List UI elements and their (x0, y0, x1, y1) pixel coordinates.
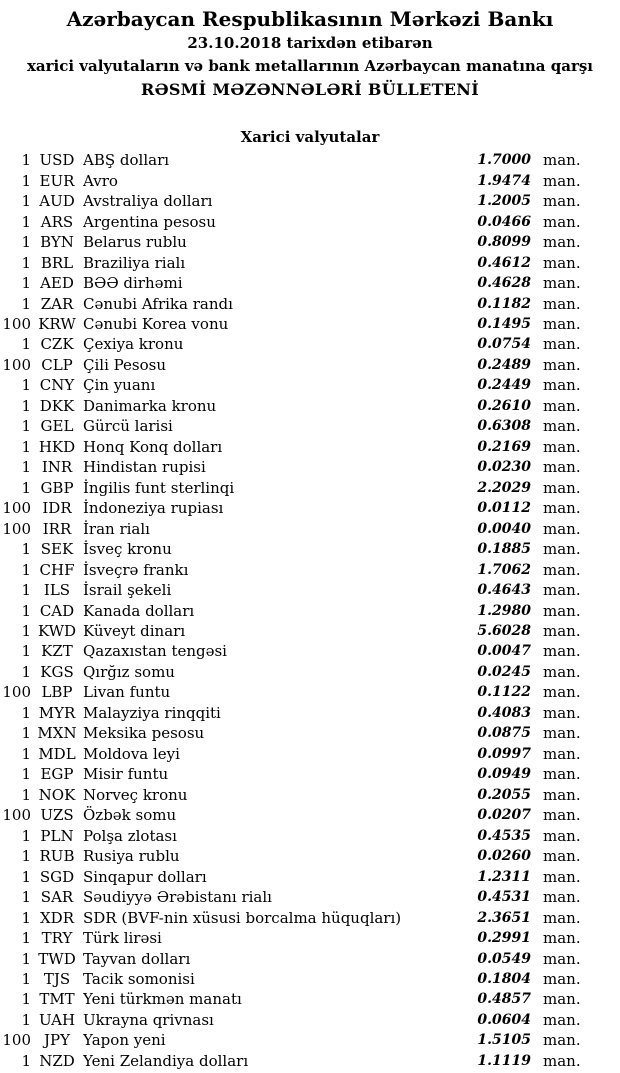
currency-name: Çexiya kronu (83, 335, 184, 354)
rate-unit: man. (543, 274, 581, 293)
rate-value: 0.4535 (477, 827, 531, 844)
rate-unit: man. (543, 622, 581, 641)
rate-unit: man. (543, 417, 581, 436)
currency-code: ARS (40, 212, 74, 231)
rate-value: 0.4857 (477, 991, 531, 1008)
currency-name: Honq Konq dolları (83, 437, 223, 456)
rate-unit: man. (543, 171, 581, 190)
currency-quantity: 100 (2, 519, 31, 538)
rate-unit: man. (543, 969, 581, 988)
currency-quantity: 1 (21, 765, 31, 784)
currency-quantity: 1 (21, 274, 31, 293)
bank-name: Azərbaycan Respublikasının Mərkəzi Bankı (66, 7, 554, 31)
rate-unit: man. (543, 601, 581, 620)
document-header (0, 0, 620, 101)
table-row (0, 211, 620, 231)
currency-quantity: 1 (21, 376, 31, 395)
rate-unit: man. (543, 929, 581, 948)
rate-unit: man. (543, 990, 581, 1009)
rate-unit: man. (543, 703, 581, 722)
currency-name: Misir funtu (83, 765, 169, 784)
currency-name: Moldova leyi (83, 744, 180, 763)
currency-code: RUB (39, 847, 75, 866)
table-row (0, 866, 620, 886)
currency-quantity: 1 (21, 437, 31, 456)
currency-code: TJS (43, 969, 71, 988)
rate-value: 1.2980 (477, 602, 531, 619)
table-row (0, 805, 620, 825)
rate-value: 0.0230 (477, 459, 531, 476)
table-row (0, 416, 620, 436)
table-row (0, 437, 620, 457)
rate-value: 0.4531 (477, 889, 531, 906)
currency-code: CZK (40, 335, 74, 354)
currency-quantity: 100 (2, 314, 31, 333)
currency-quantity: 1 (21, 847, 31, 866)
rate-unit: man. (543, 233, 581, 252)
currency-code: PLN (40, 826, 74, 845)
currency-quantity: 1 (21, 662, 31, 681)
currency-name: Avstraliya dolları (83, 192, 213, 211)
rate-value: 0.0875 (477, 725, 531, 742)
rate-unit: man. (543, 867, 581, 886)
table-row (0, 191, 620, 211)
currency-code: GEL (40, 417, 74, 436)
rate-value: 1.2311 (477, 868, 531, 885)
table-row (0, 948, 620, 968)
rate-value: 1.5105 (477, 1032, 531, 1049)
currency-name: Malayziya rinqqiti (83, 703, 221, 722)
currency-code: USD (39, 151, 75, 170)
rate-unit: man. (543, 1031, 581, 1050)
currency-code: SAR (40, 888, 74, 907)
currency-quantity: 100 (2, 355, 31, 374)
currency-quantity: 100 (2, 1031, 31, 1050)
currency-code: INR (41, 458, 73, 477)
currency-code: IDR (42, 499, 72, 518)
rate-unit: man. (543, 212, 581, 231)
rate-value: 0.6308 (477, 418, 531, 435)
table-row (0, 498, 620, 518)
currency-quantity: 1 (21, 601, 31, 620)
rate-value: 2.3651 (477, 909, 531, 926)
currency-quantity: 1 (21, 417, 31, 436)
table-row (0, 682, 620, 702)
rate-unit: man. (543, 540, 581, 559)
currency-code: CNY (39, 376, 75, 395)
rate-value: 0.2449 (477, 377, 531, 394)
currency-name: Yapon yeni (83, 1031, 166, 1050)
currency-code: BYN (40, 233, 74, 252)
rate-value: 0.4083 (477, 704, 531, 721)
rate-value: 0.2055 (477, 786, 531, 803)
currency-name: Küveyt dinarı (83, 622, 186, 641)
exchange-rates-table (0, 150, 620, 1071)
rate-value: 0.1885 (477, 541, 531, 558)
rate-value: 1.2005 (477, 193, 531, 210)
table-row (0, 887, 620, 907)
table-row (0, 375, 620, 395)
rate-unit: man. (543, 888, 581, 907)
table-row (0, 621, 620, 641)
currency-quantity: 100 (2, 683, 31, 702)
currency-code: AED (40, 274, 74, 293)
table-row (0, 764, 620, 784)
rate-value: 0.0245 (477, 663, 531, 680)
table-row (0, 396, 620, 416)
currency-name: Çili Pesosu (83, 355, 167, 374)
currency-name: Qazaxıstan tengəsi (83, 642, 227, 661)
rate-unit: man. (543, 335, 581, 354)
currency-name: Meksika pesosu (83, 724, 205, 743)
rate-unit: man. (543, 785, 581, 804)
table-row (0, 969, 620, 989)
rate-unit: man. (543, 724, 581, 743)
rate-unit: man. (543, 683, 581, 702)
rate-unit: man. (543, 376, 581, 395)
table-row (0, 723, 620, 743)
rate-value: 0.4612 (477, 254, 531, 271)
currency-code: TRY (41, 929, 73, 948)
table-row (0, 293, 620, 313)
rate-value: 1.7062 (477, 561, 531, 578)
table-row (0, 334, 620, 354)
currency-code: KZT (41, 642, 73, 661)
table-row (0, 1051, 620, 1071)
currency-quantity: 100 (2, 499, 31, 518)
effective-date: 23.10.2018 tarixdən etibarən (187, 34, 433, 52)
document-subtitle: xarici valyutaların və bank metallarının Azərbaycan manatına qarşı (26, 57, 594, 75)
currency-quantity: 1 (21, 294, 31, 313)
rate-unit: man. (543, 744, 581, 763)
currency-quantity: 1 (21, 581, 31, 600)
table-row (0, 314, 620, 334)
currency-name: İsveç kronu (83, 540, 172, 559)
currency-code: ZAR (40, 294, 74, 313)
currency-code: AUD (39, 192, 75, 211)
rate-value: 1.7000 (477, 152, 531, 169)
currency-name: Tacik somonisi (83, 969, 195, 988)
table-row (0, 785, 620, 805)
rate-value: 0.0040 (477, 520, 531, 537)
rate-value: 0.0047 (477, 643, 531, 660)
currency-quantity: 1 (21, 949, 31, 968)
table-row (0, 170, 620, 190)
currency-name: İndoneziya rupiası (83, 499, 224, 518)
currency-quantity: 1 (21, 478, 31, 497)
currency-name: Cənubi Afrika randı (83, 294, 233, 313)
currency-quantity: 1 (21, 826, 31, 845)
rate-unit: man. (543, 642, 581, 661)
rate-value: 0.1495 (477, 315, 531, 332)
rate-value: 0.0949 (477, 766, 531, 783)
rate-value: 0.2991 (477, 930, 531, 947)
rate-unit: man. (543, 396, 581, 415)
rate-unit: man. (543, 949, 581, 968)
currency-name: Özbək somu (83, 806, 177, 825)
rate-value: 0.2489 (477, 356, 531, 373)
table-row (0, 478, 620, 498)
rate-value: 0.0754 (477, 336, 531, 353)
rate-unit: man. (543, 662, 581, 681)
table-row (0, 825, 620, 845)
currency-name: Kanada dolları (83, 601, 195, 620)
currency-code: XDR (40, 908, 74, 927)
rate-value: 0.4643 (477, 582, 531, 599)
currency-name: Çin yuanı (83, 376, 156, 395)
table-row (0, 928, 620, 948)
rate-unit: man. (543, 458, 581, 477)
rate-value: 0.2169 (477, 438, 531, 455)
currency-name: İngilis funt sterlinqi (83, 478, 235, 497)
rate-value: 0.0207 (477, 807, 531, 824)
currency-code: KWD (37, 622, 77, 641)
currency-name: Səudiyyə Ərəbistanı rialı (83, 888, 272, 907)
table-row (0, 703, 620, 723)
currency-code: KRW (38, 314, 76, 333)
currency-quantity: 1 (21, 560, 31, 579)
rate-value: 0.1182 (477, 295, 531, 312)
currency-code: TWD (38, 949, 76, 968)
currency-name: BƏƏ dirhəmi (83, 274, 183, 293)
table-row (0, 518, 620, 538)
rate-value: 2.2029 (477, 479, 531, 496)
rate-value: 0.1804 (477, 970, 531, 987)
table-row (0, 1010, 620, 1030)
currency-name: İsrail şekeli (83, 581, 172, 600)
currency-quantity: 1 (21, 233, 31, 252)
currency-code: HKD (38, 437, 76, 456)
currency-code: NOK (38, 785, 76, 804)
currency-code: EUR (39, 171, 75, 190)
currency-name: Braziliya rialı (83, 253, 186, 272)
currency-quantity: 1 (21, 888, 31, 907)
currency-quantity: 1 (21, 990, 31, 1009)
currency-code: CLP (41, 355, 73, 374)
currency-quantity: 1 (21, 867, 31, 886)
currency-code: SEK (40, 540, 74, 559)
currency-code: TMT (39, 990, 75, 1009)
currency-code: JPY (43, 1031, 70, 1050)
currency-name: Avro (83, 171, 118, 190)
currency-quantity: 1 (21, 1010, 31, 1029)
rate-unit: man. (543, 560, 581, 579)
currency-quantity: 100 (2, 806, 31, 825)
currency-name: Ukrayna qrivnası (83, 1010, 214, 1029)
currency-name: Qırğız somu (83, 662, 175, 681)
currency-name: SDR (BVF-nin xüsusi borcalma hüquqları) (83, 908, 402, 927)
currency-quantity: 1 (21, 969, 31, 988)
rate-value: 0.0112 (477, 500, 531, 517)
currency-name: ABŞ dolları (83, 151, 170, 170)
rate-unit: man. (543, 478, 581, 497)
table-row (0, 744, 620, 764)
table-row (0, 273, 620, 293)
currency-quantity: 1 (21, 929, 31, 948)
currency-name: Cənubi Korea vonu (83, 314, 229, 333)
rate-unit: man. (543, 437, 581, 456)
currency-quantity: 1 (21, 642, 31, 661)
currency-quantity: 1 (21, 192, 31, 211)
rate-value: 0.4628 (477, 275, 531, 292)
currency-code: UZS (40, 806, 74, 825)
table-row (0, 355, 620, 375)
table-row (0, 580, 620, 600)
rate-value: 0.8099 (477, 234, 531, 251)
currency-code: CHF (39, 560, 75, 579)
currency-quantity: 1 (21, 171, 31, 190)
currency-name: Livan funtu (83, 683, 171, 702)
rate-value: 5.6028 (477, 623, 531, 640)
currency-code: UAH (38, 1010, 76, 1029)
rate-unit: man. (543, 253, 581, 272)
table-row (0, 457, 620, 477)
currency-name: Argentina pesosu (83, 212, 216, 231)
currency-name: Rusiya rublu (83, 847, 180, 866)
table-row (0, 989, 620, 1009)
currency-name: İsveçrə frankı (83, 560, 189, 579)
rate-unit: man. (543, 151, 581, 170)
rate-unit: man. (543, 519, 581, 538)
table-row (0, 1030, 620, 1050)
rate-unit: man. (543, 1051, 581, 1070)
currency-quantity: 1 (21, 335, 31, 354)
currency-quantity: 1 (21, 703, 31, 722)
currency-name: Yeni Zelandiya dolları (83, 1051, 249, 1070)
currency-code: MYR (38, 703, 76, 722)
rate-unit: man. (543, 192, 581, 211)
table-row (0, 641, 620, 661)
table-row (0, 559, 620, 579)
currency-code: BRL (40, 253, 74, 272)
rate-value: 0.0997 (477, 745, 531, 762)
rate-value: 1.1119 (477, 1052, 531, 1069)
currency-code: GBP (40, 478, 74, 497)
rate-value: 1.9474 (477, 172, 531, 189)
currency-name: Norveç kronu (83, 785, 188, 804)
currency-name: Tayvan dolları (83, 949, 191, 968)
rate-unit: man. (543, 1010, 581, 1029)
rate-unit: man. (543, 314, 581, 333)
document-title: RƏSMİ MƏZƏNNƏLƏRİ BÜLLETENİ (140, 80, 480, 99)
rate-unit: man. (543, 355, 581, 374)
table-row (0, 907, 620, 927)
table-row (0, 252, 620, 272)
currency-quantity: 1 (21, 458, 31, 477)
rate-unit: man. (543, 765, 581, 784)
currency-code: ILS (43, 581, 71, 600)
currency-quantity: 1 (21, 908, 31, 927)
currency-quantity: 1 (21, 253, 31, 272)
rate-unit: man. (543, 499, 581, 518)
currency-code: CAD (39, 601, 75, 620)
rate-value: 0.0549 (477, 950, 531, 967)
rate-unit: man. (543, 294, 581, 313)
currency-code: NZD (39, 1051, 75, 1070)
currency-name: Gürcü larisi (83, 417, 173, 436)
currency-quantity: 1 (21, 724, 31, 743)
currency-name: Sinqapur dolları (83, 867, 207, 886)
table-row (0, 662, 620, 682)
currency-code: SGD (39, 867, 75, 886)
rate-unit: man. (543, 581, 581, 600)
currency-quantity: 1 (21, 396, 31, 415)
currency-quantity: 1 (21, 785, 31, 804)
rate-value: 0.0466 (477, 213, 531, 230)
currency-name: Danimarka kronu (83, 396, 217, 415)
rate-value: 0.0604 (477, 1011, 531, 1028)
currency-code: LBP (41, 683, 73, 702)
rate-unit: man. (543, 847, 581, 866)
currency-name: Yeni türkmən manatı (83, 990, 242, 1009)
currency-name: Belarus rublu (83, 233, 187, 252)
currency-name: Hindistan rupisi (83, 458, 206, 477)
currency-name: Türk lirəsi (83, 929, 162, 948)
currency-code: KGS (40, 662, 74, 681)
table-row (0, 846, 620, 866)
table-row (0, 539, 620, 559)
rate-unit: man. (543, 826, 581, 845)
currency-code: DKK (39, 396, 75, 415)
rate-value: 0.1122 (477, 684, 531, 701)
table-row (0, 600, 620, 620)
currency-quantity: 1 (21, 540, 31, 559)
currency-quantity: 1 (21, 1051, 31, 1070)
table-row (0, 150, 620, 170)
currency-code: MDL (38, 744, 76, 763)
table-row (0, 232, 620, 252)
currency-name: Polşa zlotası (83, 826, 177, 845)
currency-code: MXN (37, 724, 77, 743)
currency-quantity: 1 (21, 744, 31, 763)
currency-quantity: 1 (21, 151, 31, 170)
rate-unit: man. (543, 908, 581, 927)
currency-code: IRR (42, 519, 72, 538)
currency-quantity: 1 (21, 212, 31, 231)
section-title-foreign-currencies: Xarici valyutalar (240, 128, 380, 146)
currency-code: EGP (40, 765, 74, 784)
rate-value: 0.2610 (477, 397, 531, 414)
rate-unit: man. (543, 806, 581, 825)
currency-quantity: 1 (21, 622, 31, 641)
currency-name: İran rialı (83, 519, 150, 538)
rate-value: 0.0260 (477, 848, 531, 865)
